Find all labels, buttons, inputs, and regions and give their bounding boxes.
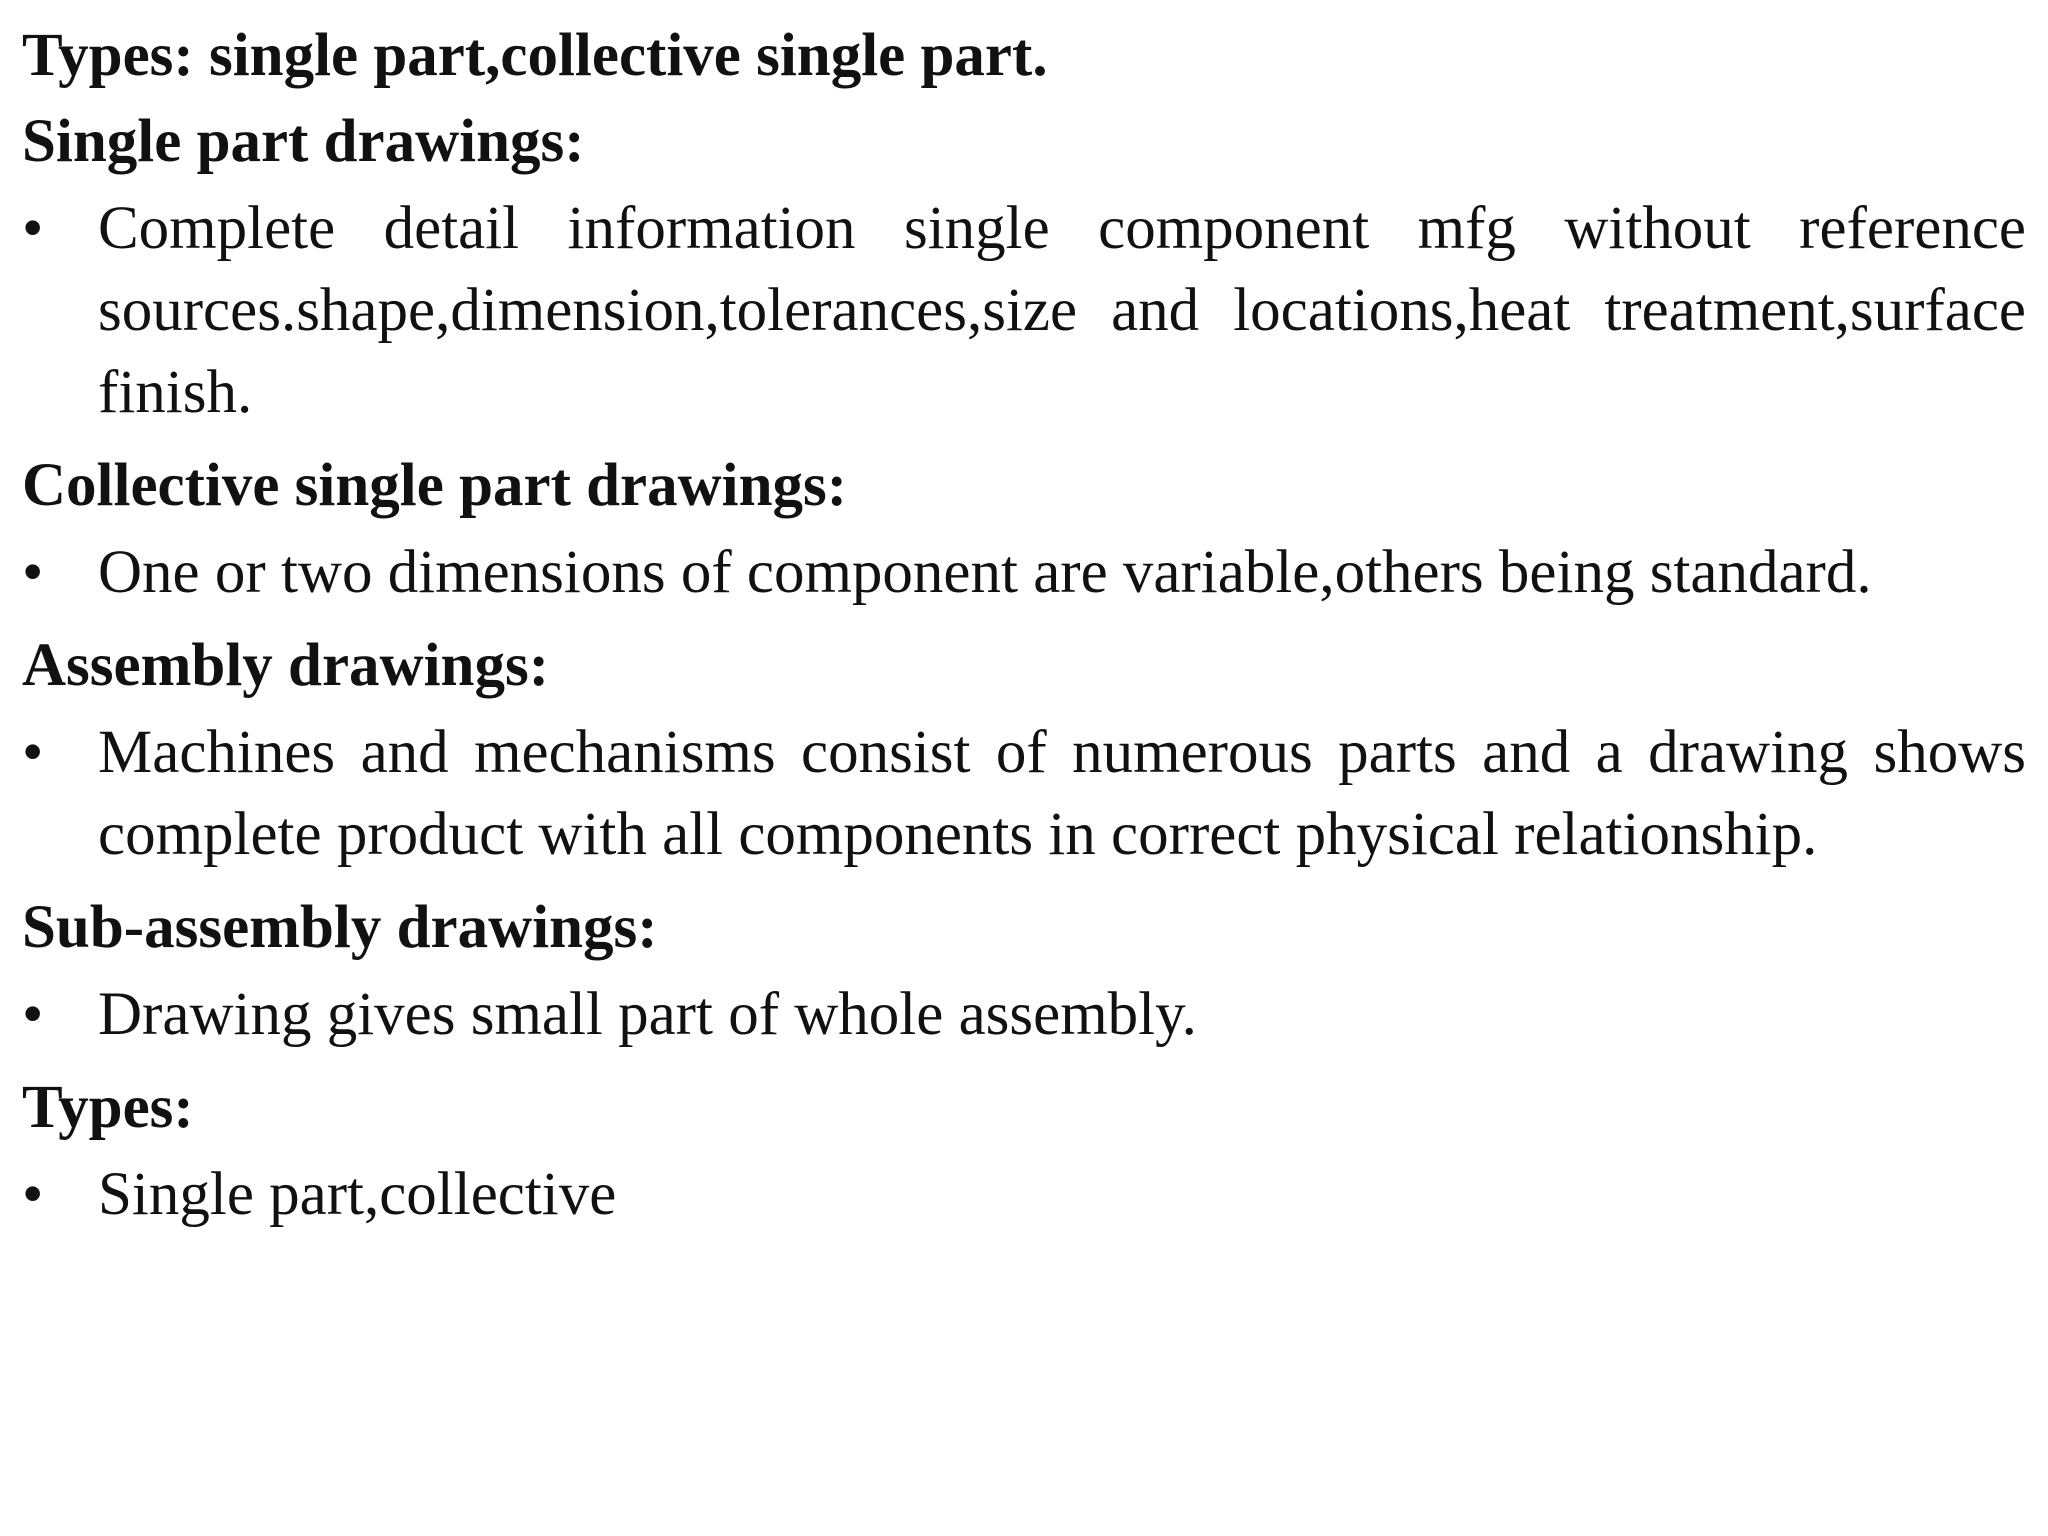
bullet-dot-icon: • bbox=[22, 539, 44, 606]
section-heading-single-part: Single part drawings: bbox=[22, 108, 585, 175]
bullet-dot-icon: • bbox=[22, 1161, 44, 1228]
section-heading-types-intro: Types: single part,collective single part. bbox=[22, 22, 1048, 89]
bullet-item-sub-assembly bbox=[22, 974, 2026, 1056]
bullet-text: Drawing gives small part of whole assembly. bbox=[98, 981, 1197, 1048]
bullet-item-single-part bbox=[22, 188, 2026, 434]
bullet-text: Machines and mechanisms consist of numerous parts and a drawing shows complete product with all components in correct physical relationship. bbox=[98, 719, 2026, 868]
slide-content bbox=[22, 16, 2026, 1248]
bullet-dot-icon: • bbox=[22, 981, 44, 1048]
bullet-text: Complete detail information single component mfg without reference sources.shape,dimension,tolerances,size and locations,heat treatment,surface finish. bbox=[98, 195, 2026, 426]
section-heading-types: Types: bbox=[22, 1074, 194, 1141]
bullet-item-assembly bbox=[22, 712, 2026, 876]
bullet-item-collective bbox=[22, 532, 2026, 614]
bullet-dot-icon: • bbox=[22, 195, 44, 262]
bullet-dot-icon: • bbox=[22, 719, 44, 786]
bullet-text: Single part,collective bbox=[98, 1161, 617, 1228]
section-heading-assembly: Assembly drawings: bbox=[22, 632, 550, 699]
bullet-item-types bbox=[22, 1154, 2026, 1236]
section-heading-collective-single-part: Collective single part drawings: bbox=[22, 452, 848, 519]
section-heading-sub-assembly: Sub-assembly drawings: bbox=[22, 894, 658, 961]
bullet-text: One or two dimensions of component are variable,others being standard. bbox=[98, 539, 1872, 606]
